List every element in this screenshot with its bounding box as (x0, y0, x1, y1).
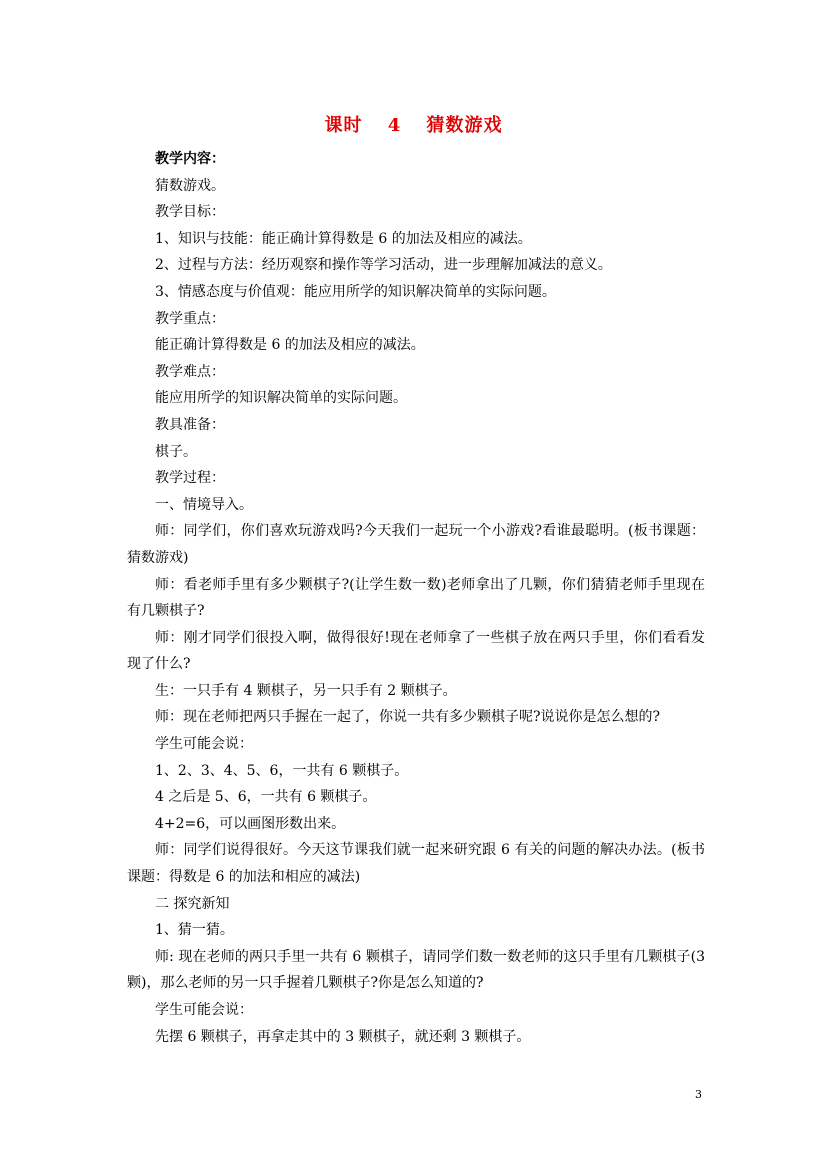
paragraph: 1、2、3、4、5、6，一共有 6 颗棋子。 (155, 762, 409, 779)
paragraph: 学生可能会说： (155, 736, 253, 753)
paragraph: 师：看老师手里有多少颗棋子?(让学生数一数)老师拿出了几颗，你们猜猜老师手里现在有几颗棋子? (127, 576, 705, 620)
section-heading-materials: 教具准备： (155, 416, 225, 433)
paragraph: 先摆 6 颗棋子，再拿走其中的 3 颗棋子，就还剩 3 颗棋子。 (155, 1028, 531, 1045)
paragraph: 学生可能会说： (155, 1002, 253, 1018)
section-heading-process: 教学过程： (155, 470, 225, 487)
paragraph: 棋子。 (155, 443, 197, 460)
paragraph: 师：同学们，你们喜欢玩游戏吗?今天我们一起玩一个小游戏?看谁最聪明。(板书课题：猜数游戏) (127, 523, 705, 566)
paragraph: 能正确计算得数是 6 的加法及相应的减法。 (155, 337, 425, 354)
section-heading-content: 教学内容： (155, 151, 225, 167)
paragraph: 1、猜一猜。 (155, 922, 234, 939)
lesson-body (127, 146, 705, 1050)
page-number: 3 (695, 1088, 702, 1101)
paragraph: 师：同学们说得很好。今天这节课我们就一起来研究跟 6 有关的问题的解决办法。(板书课题：得数是 6 的加法和相应的减法) (127, 842, 705, 886)
paragraph: 师：刚才同学们很投入啊，做得很好!现在老师拿了一些棋子放在两只手里，你们看看发现了什么? (127, 629, 705, 673)
paragraph: 能应用所学的知识解决简单的实际问题。 (155, 390, 407, 407)
paragraph: 2、过程与方法：经历观察和操作等学习活动，进一步理解加减法的意义。 (155, 257, 612, 274)
paragraph: 一、情境导入。 (155, 496, 253, 513)
paragraph: 猜数游戏。 (155, 177, 225, 194)
paragraph: 4 之后是 5、6，一共有 6 颗棋子。 (155, 789, 377, 806)
paragraph: 3、情感态度与价值观：能应用所学的知识解决简单的实际问题。 (155, 283, 556, 300)
paragraph: 生：一只手有 4 颗棋子，另一只手有 2 颗棋子。 (155, 682, 457, 699)
paragraph: 4+2=6，可以画图形数出来。 (155, 815, 346, 832)
paragraph: 师：现在老师把两只手握在一起了，你说一共有多少颗棋子呢?说说你是怎么想的? (155, 709, 661, 726)
lesson-title: 课时 4 猜数游戏 (324, 115, 503, 136)
section-heading-difficulties: 教学难点： (155, 363, 225, 380)
paragraph: 师: 现在老师的两只手里一共有 6 颗棋子，请同学们数一数老师的这只手里有几颗棋子(3 颗)，那么老师的另一只手握着几颗棋子?你是怎么知道的? (127, 948, 705, 992)
paragraph: 1、知识与技能：能正确计算得数是 6 的加法及相应的减法。 (155, 230, 532, 247)
section-heading-explore: 二 探究新知 (155, 895, 230, 912)
section-heading-key-points: 教学重点： (155, 310, 225, 327)
section-heading-goals: 教学目标： (155, 204, 225, 221)
